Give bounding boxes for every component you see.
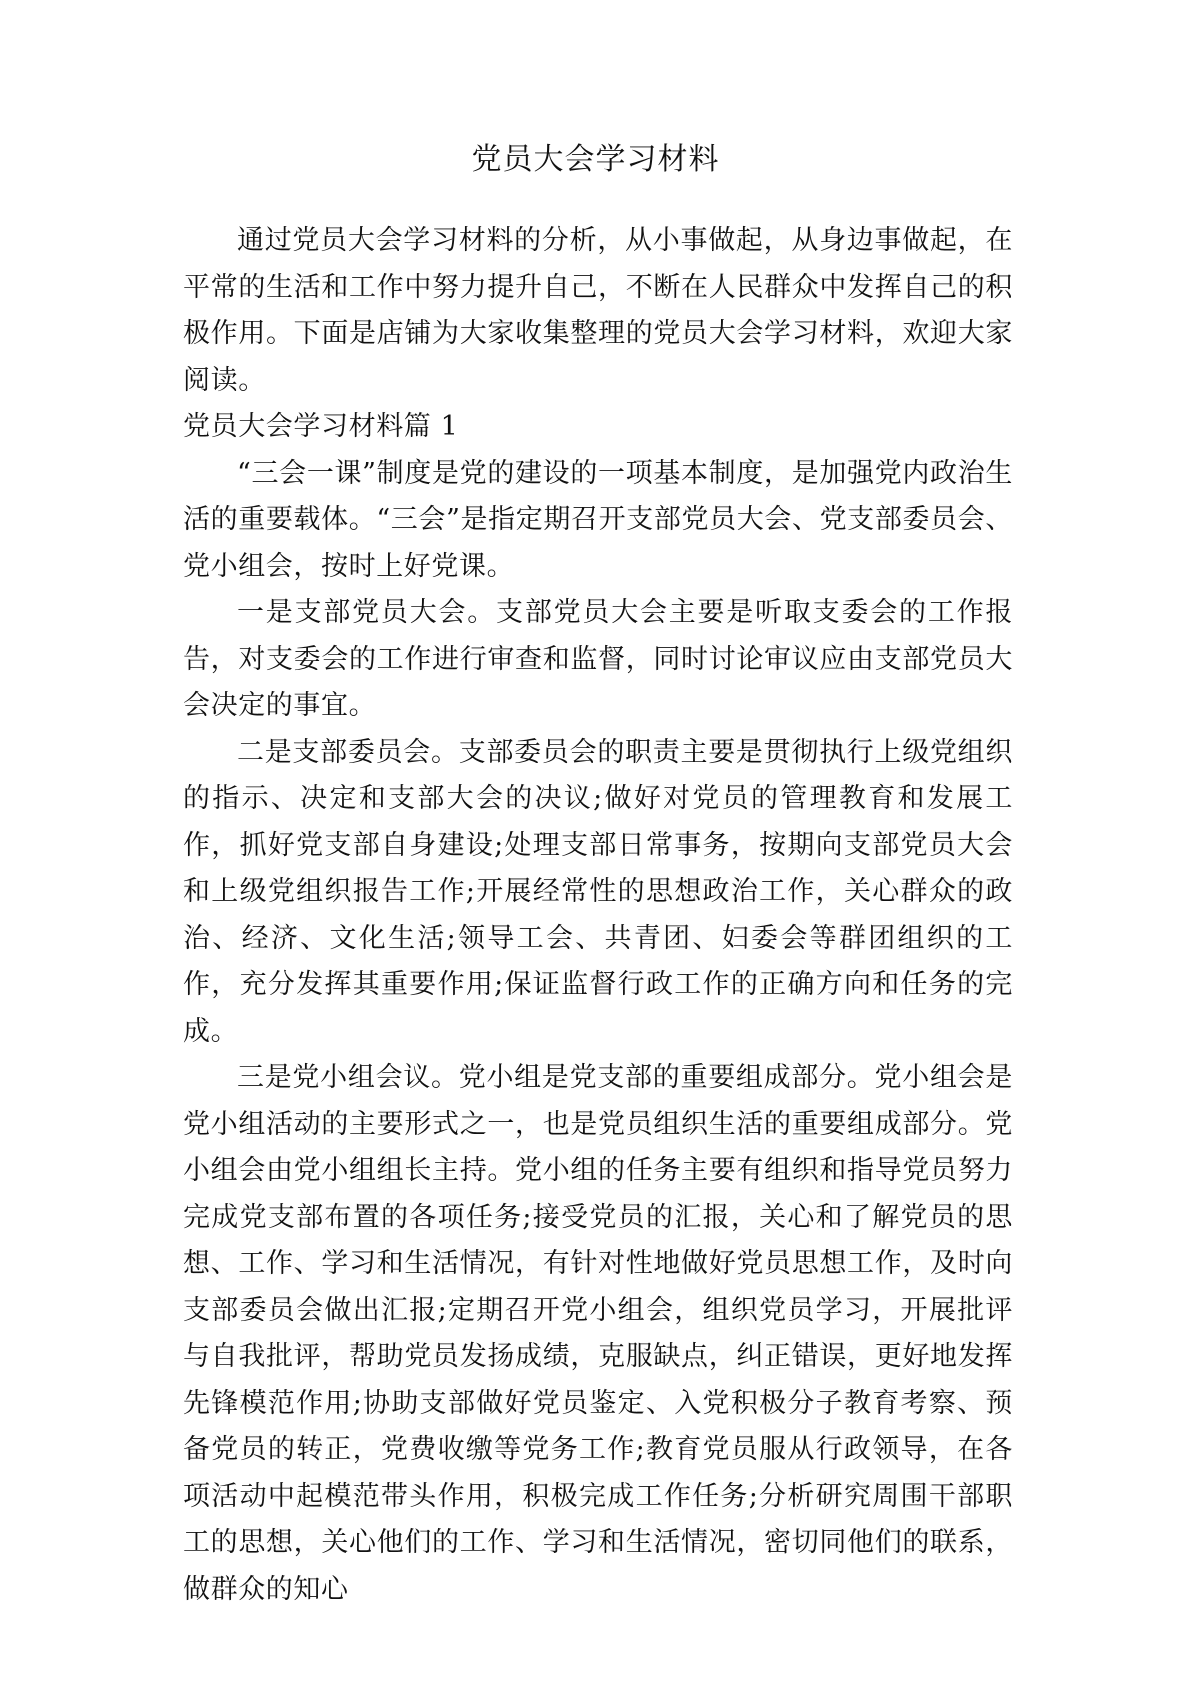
body-paragraph-3: 二是支部委员会。支部委员会的职责主要是贯彻执行上级党组织的指示、决定和支部大会的决议;做好对党员的管理教育和发展工作，抓好党支部自身建设;处理支部日常事务，按期向支部党员大会和上级党组织报告工作;开展经常性的思想政治工作，关心群众的政治、经济、文化生活;领导工会、共青团、妇委会等群团组织的工作，充分发挥其重要作用;保证监督行政工作的正确方向和任务的完成。 (183, 736, 1013, 1047)
intro-paragraph: 通过党员大会学习材料的分析，从小事做起，从身边事做起，在平常的生活和工作中努力提升自己，不断在人民群众中发挥自己的积极作用。下面是店铺为大家收集整理的党员大会学习材料，欢迎大家阅读。 (183, 225, 1013, 396)
body-paragraph-1: “三会一课”制度是党的建设的一项基本制度，是加强党内政治生活的重要载体。“三会”是指定期召开支部党员大会、党支部委员会、党小组会，按时上好党课。 (183, 457, 1013, 582)
body-paragraph-2: 一是支部党员大会。支部党员大会主要是听取支委会的工作报告，对支委会的工作进行审查和监督，同时讨论审议应由支部党员大会决定的事宜。 (183, 597, 1013, 721)
section-heading: 党员大会学习材料篇 1 (183, 411, 459, 442)
document-title: 党员大会学习材料 (471, 142, 720, 177)
body-paragraph-4: 三是党小组会议。党小组是党支部的重要组成部分。党小组会是党小组活动的主要形式之一，也是党员组织生活的重要组成部分。党小组会由党小组组长主持。党小组的任务主要有组织和指导党员努力完成党支部布置的各项任务;接受党员的汇报，关心和了解党员的思想、工作、学习和生活情况，有针对性地做好党员思想工作，及时向支部委员会做出汇报;定期召开党小组会，组织党员学习，开展批评与自我批评，帮助党员发扬成绩，克服缺点，纠正错误，更好地发挥先锋模范作用;协助支部做好党员鉴定、入党积极分子教育考察、预备党员的转正，党费收缴等党务工作;教育党员服从行政领导，在各项活动中起模范带头作用，积极完成工作任务;分析研究周围干部职工的思想，关心他们的工作、学习和生活情况，密切同他们的联系，做群众的知心 (183, 1062, 1013, 1605)
document-body (183, 218, 1013, 1613)
